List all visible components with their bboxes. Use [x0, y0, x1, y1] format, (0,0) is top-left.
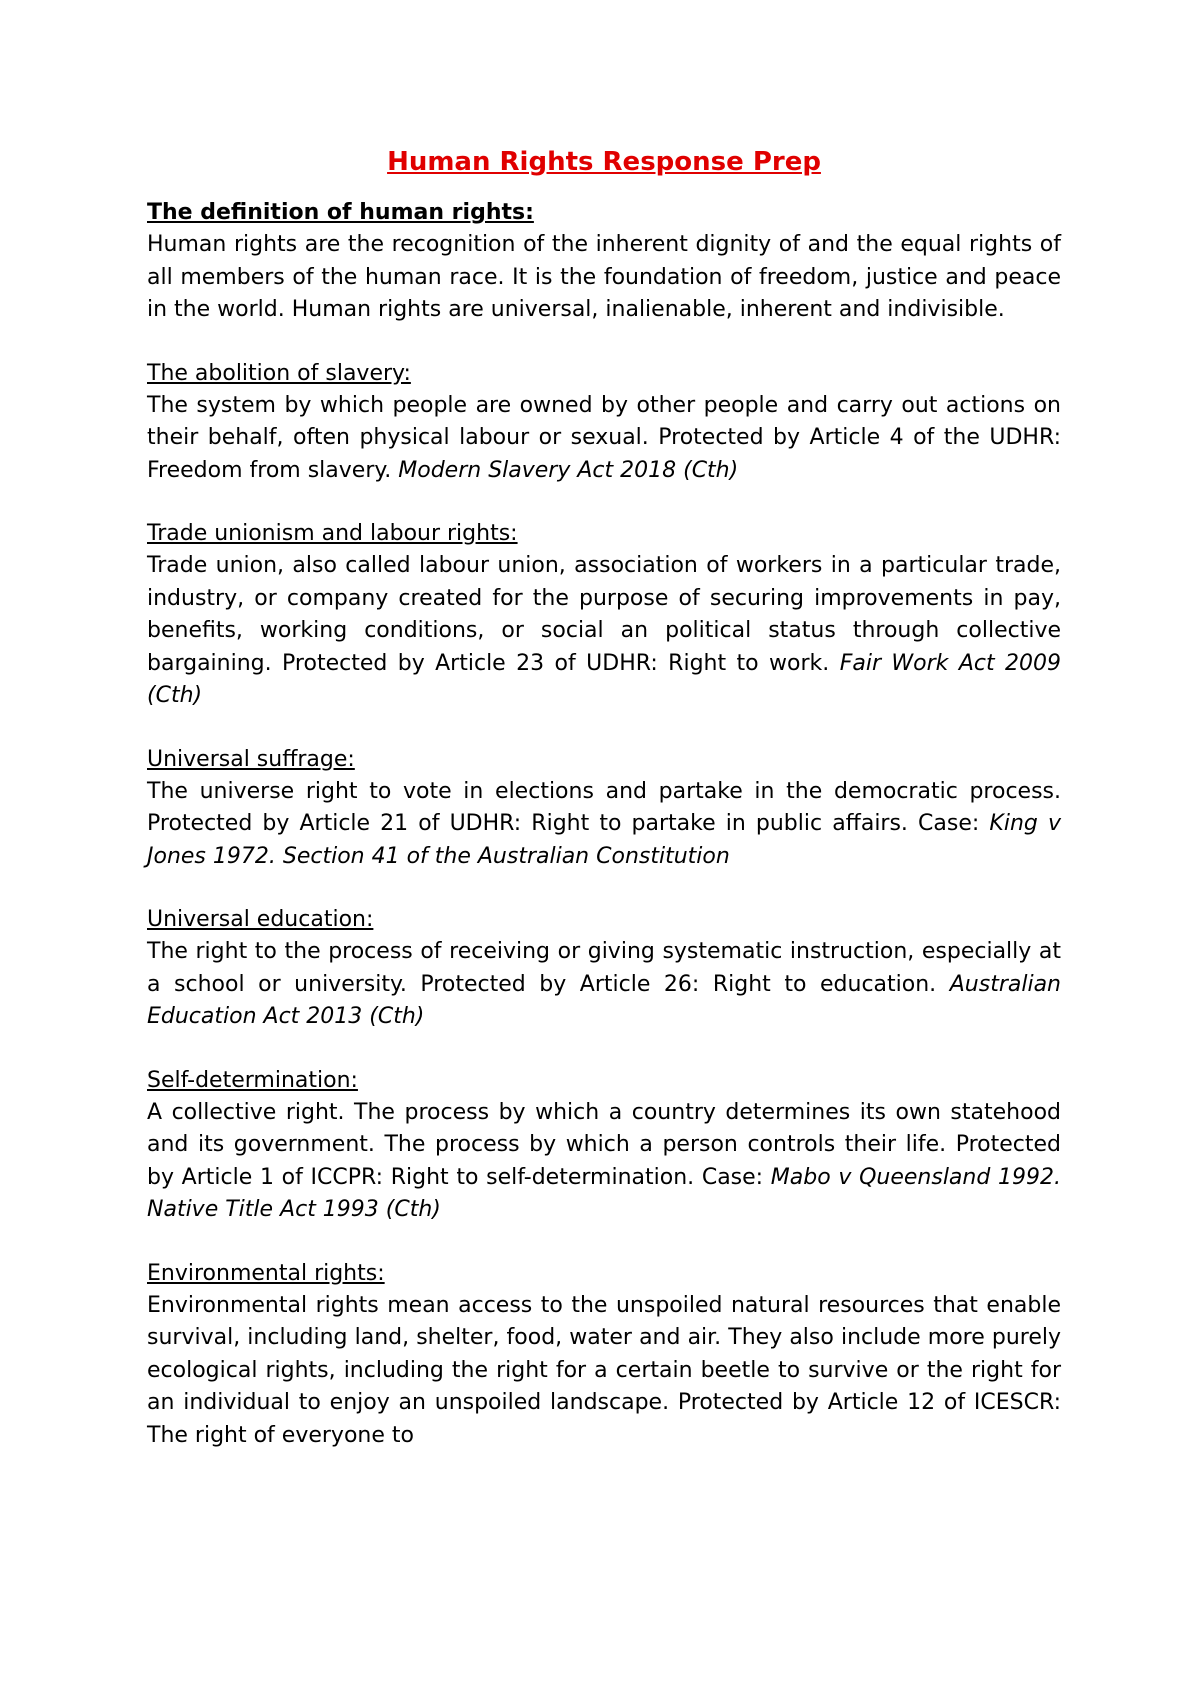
- section-trade-unionism: [147, 518, 1061, 713]
- section-body: [147, 776, 1061, 874]
- section-slavery: [147, 358, 1061, 488]
- section-body: [147, 1290, 1061, 1453]
- section-definition: [147, 197, 1061, 327]
- body-text: The right to the process of receiving or giving systematic instruction, especially at a school or university. Protected by Article 26: Right to education.: [147, 939, 1061, 997]
- section-education: [147, 904, 1061, 1034]
- body-text: The system by which people are owned by other people and carry out actions on their behalf, often physical labour or sexual. Protected by Article 4 of the UDHR: Freedom from slavery.: [147, 392, 1061, 483]
- legislation-reference: Fair Work Act 2009 (Cth): [147, 650, 1062, 708]
- section-body: [147, 550, 1061, 713]
- section-environmental: [147, 1258, 1061, 1453]
- body-text: Trade union, also called labour union, association of workers in a particular trade, industry, or company created for the purpose of securing improvements in pay, benefits, working conditions, or social an political status through collective bargaining. Protected by Article 23 of UDHR: Right to work.: [147, 553, 1061, 676]
- page-title: Human Rights Response Prep: [387, 147, 821, 177]
- section-suffrage: [147, 744, 1061, 874]
- legislation-reference: King v Jones 1972. Section 41 of the Australian Constitution: [147, 811, 1061, 869]
- section-heading: Trade unionism and labour rights:: [147, 521, 518, 546]
- section-heading: Environmental rights:: [147, 1260, 385, 1286]
- body-text: A collective right. The process by which a country determines its own statehood and its government. The process by which a person controls their life. Protected by Article 1 of ICCPR: Right to self-determination. Case:: [147, 1099, 1061, 1190]
- section-heading: Self-determination:: [147, 1067, 358, 1093]
- body-text: Environmental rights mean access to the unspoiled natural resources that enable survival, including land, shelter, food, water and air. They also include more purely ecological rights, including the right for a certain beetle to survive or the right for an individual to enjoy an unspoiled landscape. Protected by Article 12 of ICESCR: The right of everyone to: [147, 1292, 1061, 1448]
- section-heading: The abolition of slavery:: [147, 360, 411, 386]
- section-self-determination: [147, 1065, 1061, 1227]
- legislation-reference: Mabo v Queensland 1992. Native Title Act 1993 (Cth): [147, 1164, 1061, 1222]
- legislation-reference: Australian Education Act 2013 (Cth): [147, 971, 1061, 1029]
- section-body: [147, 936, 1061, 1034]
- section-heading: Universal education:: [147, 907, 374, 932]
- section-heading: The definition of human rights:: [147, 200, 534, 225]
- body-text: Human rights are the recognition of the inherent dignity of and the equal rights of all members of the human race. It is the foundation of freedom, justice and peace in the world. Human rights are universal, inalienable, inherent and indivisible.: [147, 232, 1061, 322]
- legislation-reference: Modern Slavery Act 2018 (Cth): [398, 457, 739, 483]
- section-body: [147, 1097, 1061, 1227]
- section-body: [147, 390, 1061, 488]
- section-body: [147, 229, 1061, 327]
- document-page: [147, 145, 1061, 1483]
- section-heading: Universal suffrage:: [147, 746, 355, 772]
- body-text: The universe right to vote in elections and partake in the democratic process. Protected by Article 21 of UDHR: Right to partake in public affairs. Case:: [147, 778, 1061, 836]
